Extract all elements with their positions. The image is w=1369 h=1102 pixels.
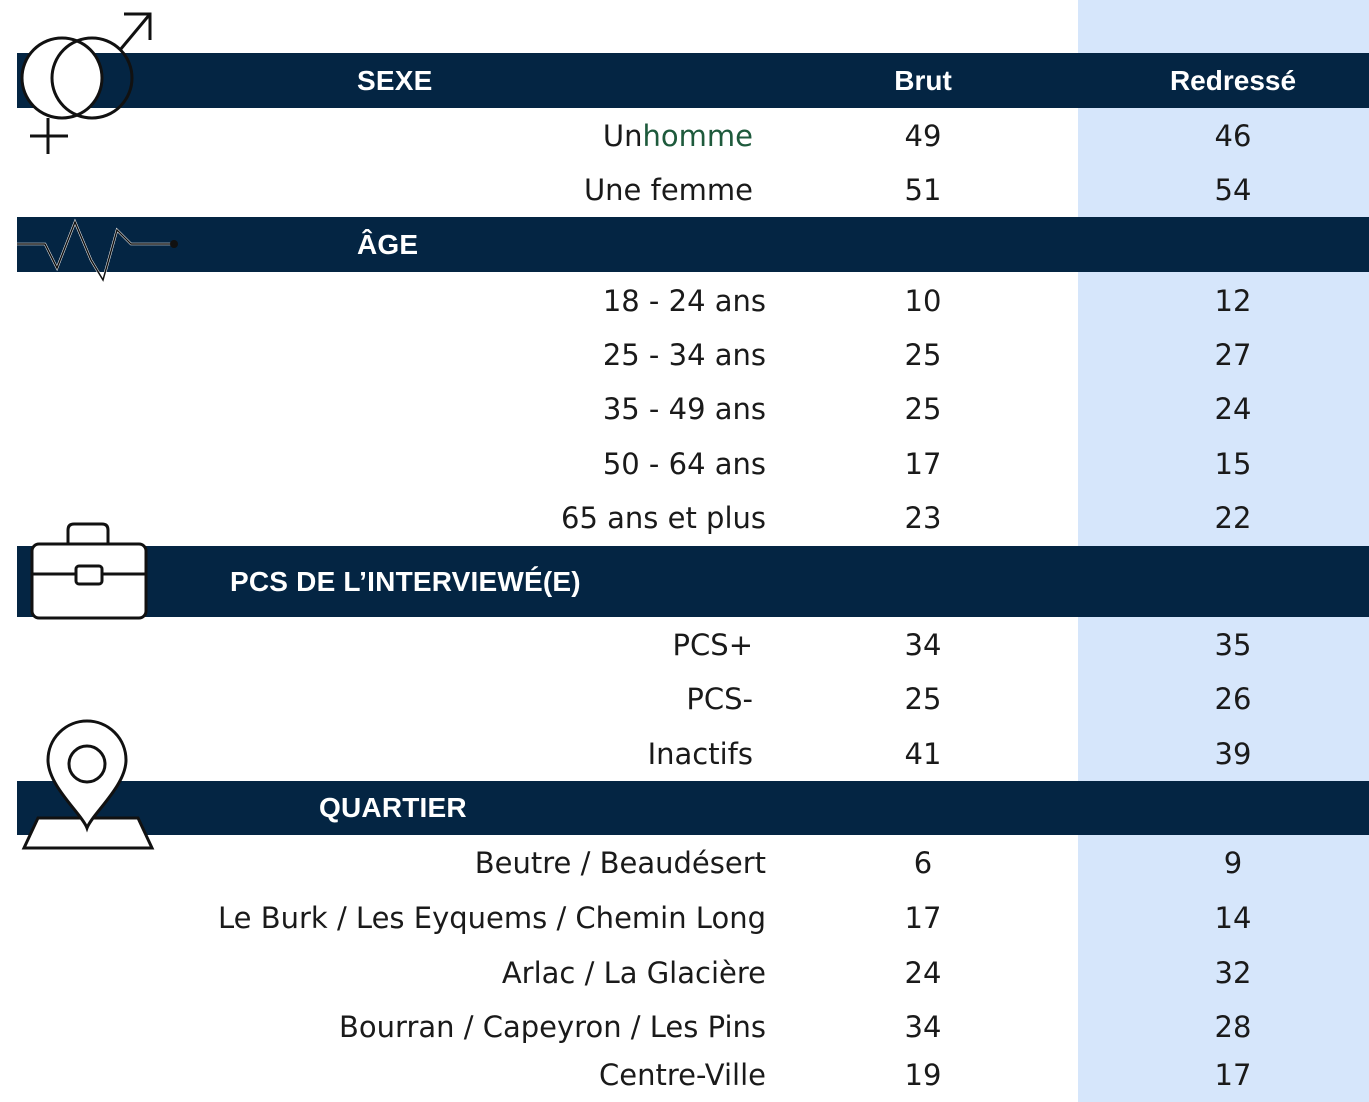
redresse-value: 12 xyxy=(1214,284,1252,318)
brut-value: 51 xyxy=(904,173,942,207)
table-row xyxy=(0,163,1369,217)
redresse-value: 46 xyxy=(1214,119,1252,153)
row-label-highlight: homme xyxy=(642,119,753,153)
row-label xyxy=(603,109,753,163)
table-row xyxy=(0,891,1369,945)
brut-value: 41 xyxy=(904,737,942,771)
table-row xyxy=(0,109,1369,163)
section-header-quartier xyxy=(17,781,1369,835)
table-row xyxy=(0,1048,1369,1102)
row-label: PCS+ xyxy=(672,628,753,662)
brut-value: 34 xyxy=(904,628,942,662)
table-row xyxy=(0,382,1369,436)
table-row xyxy=(0,836,1369,890)
brut-value: 10 xyxy=(904,284,942,318)
redresse-value: 22 xyxy=(1214,501,1252,535)
section-title: QUARTIER xyxy=(319,792,467,823)
brut-value: 34 xyxy=(904,1010,942,1044)
row-label: Arlac / La Glacière xyxy=(501,956,766,990)
redresse-value: 14 xyxy=(1214,901,1252,935)
brut-value: 19 xyxy=(904,1058,942,1092)
brut-value: 6 xyxy=(913,846,933,880)
redresse-value: 15 xyxy=(1214,447,1252,481)
redresse-value: 35 xyxy=(1214,628,1252,662)
row-label: 65 ans et plus xyxy=(561,501,766,535)
brut-value: 25 xyxy=(904,338,942,372)
heartbeat-line-icon xyxy=(17,212,182,282)
redresse-value: 27 xyxy=(1214,338,1252,372)
map-pin-icon xyxy=(20,706,156,854)
row-label: Beutre / Beaudésert xyxy=(474,846,766,880)
table-row xyxy=(0,672,1369,726)
brut-value: 49 xyxy=(904,119,942,153)
redresse-value: 26 xyxy=(1214,682,1252,716)
redresse-value: 17 xyxy=(1214,1058,1252,1092)
table-row xyxy=(0,328,1369,382)
redresse-value: 24 xyxy=(1214,392,1252,426)
column-header-brut: Brut xyxy=(894,64,952,96)
brut-value: 17 xyxy=(904,901,942,935)
row-label: Le Burk / Les Eyquems / Chemin Long xyxy=(218,901,766,935)
redresse-value: 9 xyxy=(1223,846,1243,880)
row-label: 18 - 24 ans xyxy=(602,284,766,318)
gender-symbols-icon xyxy=(8,8,158,158)
redresse-value: 32 xyxy=(1214,956,1252,990)
row-label: 25 - 34 ans xyxy=(602,338,766,372)
row-label: Une femme xyxy=(583,173,753,207)
row-label: PCS- xyxy=(686,682,753,716)
brut-value: 17 xyxy=(904,447,942,481)
brut-value: 25 xyxy=(904,682,942,716)
row-label: 35 - 49 ans xyxy=(602,392,766,426)
brut-value: 23 xyxy=(904,501,942,535)
section-title: ÂGE xyxy=(357,228,419,260)
table-row xyxy=(0,727,1369,781)
table-row xyxy=(0,1000,1369,1054)
row-label-prefix: Un xyxy=(602,119,643,153)
section-header-pcs xyxy=(17,546,1369,617)
row-label: Centre-Ville xyxy=(599,1058,766,1092)
brut-value: 25 xyxy=(904,392,942,426)
brut-value: 24 xyxy=(904,956,942,990)
table-row xyxy=(0,437,1369,491)
row-label: Inactifs xyxy=(647,737,753,771)
table-row xyxy=(0,274,1369,328)
row-label: Bourran / Capeyron / Les Pins xyxy=(339,1010,766,1044)
column-header-redresse: Redressé xyxy=(1169,64,1297,96)
section-title: PCS DE L’INTERVIEWÉ(E) xyxy=(230,565,581,597)
table-row xyxy=(0,618,1369,672)
redresse-value: 54 xyxy=(1214,173,1252,207)
section-header-age xyxy=(17,217,1369,272)
briefcase-icon xyxy=(28,518,150,624)
redresse-value: 39 xyxy=(1214,737,1252,771)
redresse-value: 28 xyxy=(1214,1010,1252,1044)
section-header-sexe xyxy=(17,53,1369,108)
table-row xyxy=(0,946,1369,1000)
row-label: 50 - 64 ans xyxy=(602,447,766,481)
section-title: SEXE xyxy=(357,64,433,96)
table-row xyxy=(0,491,1369,545)
